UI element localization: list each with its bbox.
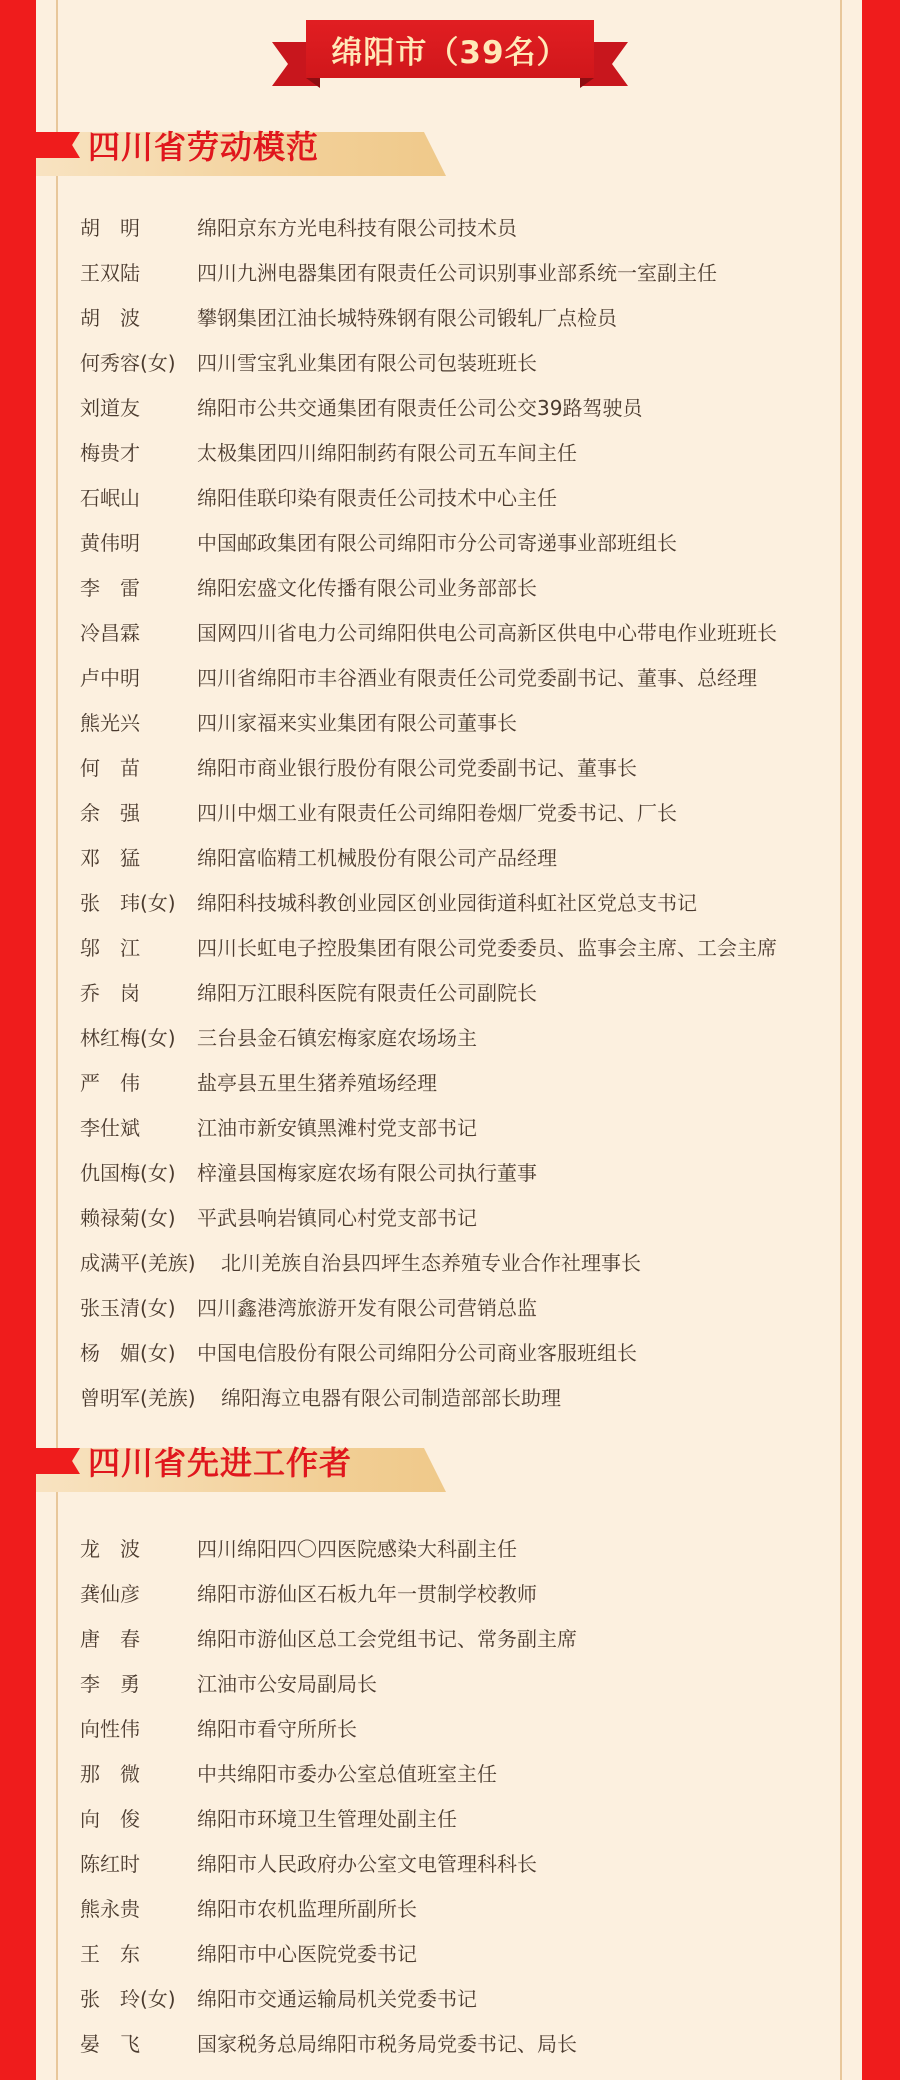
person-position: 绵阳京东方光电科技有限公司技术员 (197, 216, 517, 240)
list-item (80, 1570, 840, 1615)
person-name: 张玉清(女) (80, 1296, 176, 1320)
left-red-border (0, 0, 36, 2080)
person-name: 赖禄菊(女) (80, 1206, 176, 1230)
list-item (80, 1149, 840, 1194)
list-item (80, 1975, 840, 2020)
person-position: 绵阳海立电器有限公司制造部部长助理 (221, 1386, 561, 1410)
list-item (80, 1284, 840, 1329)
list-item (80, 1705, 840, 1750)
list-item (80, 834, 840, 879)
list-item (80, 1885, 840, 1930)
person-position: 国网四川省电力公司绵阳供电公司高新区供电中心带电作业班班长 (197, 621, 777, 645)
left-gold-rule (56, 0, 58, 2080)
person-name: 何 苗 (80, 756, 140, 780)
person-name: 黄伟明 (80, 531, 140, 555)
person-position: 绵阳市商业银行股份有限公司党委副书记、董事长 (197, 756, 637, 780)
person-name: 唐 春 (80, 1627, 140, 1651)
list-item (80, 699, 840, 744)
section-title: 四川省先进工作者 (88, 1444, 353, 1482)
person-position: 四川绵阳四〇四医院感染大科副主任 (197, 1537, 517, 1561)
list-item (80, 1525, 840, 1570)
person-name: 王 东 (80, 1942, 140, 1966)
person-position: 绵阳宏盛文化传播有限公司业务部部长 (197, 576, 537, 600)
list-item (80, 474, 840, 519)
right-red-border (862, 0, 900, 2080)
right-gold-rule (840, 0, 842, 2080)
person-position: 四川鑫港湾旅游开发有限公司营销总监 (197, 1296, 537, 1320)
person-position: 绵阳科技城科教创业园区创业园街道科虹社区党总支书记 (197, 891, 697, 915)
person-name: 那 微 (80, 1762, 140, 1786)
person-position: 国家税务总局绵阳市税务局党委书记、局长 (197, 2032, 577, 2056)
person-name: 熊永贵 (80, 1897, 140, 1921)
person-name: 龙 波 (80, 1537, 140, 1561)
person-name: 何秀容(女) (80, 351, 176, 375)
person-name: 曾明军(羌族) (80, 1386, 196, 1410)
list-item (80, 1930, 840, 1975)
person-position: 四川雪宝乳业集团有限公司包装班班长 (197, 351, 537, 375)
list-item (80, 2020, 840, 2065)
list-item (80, 519, 840, 564)
person-name: 邓 猛 (80, 846, 140, 870)
person-position: 四川长虹电子控股集团有限公司党委委员、监事会主席、工会主席 (197, 936, 777, 960)
person-position: 绵阳市公共交通集团有限责任公司公交39路驾驶员 (197, 396, 643, 420)
person-name: 冷昌霖 (80, 621, 140, 645)
person-position: 平武县响岩镇同心村党支部书记 (197, 1206, 477, 1230)
person-position: 梓潼县国梅家庭农场有限公司执行董事 (197, 1161, 537, 1185)
person-position: 绵阳富临精工机械股份有限公司产品经理 (197, 846, 557, 870)
person-name: 乔 岗 (80, 981, 140, 1005)
person-name: 石岷山 (80, 486, 140, 510)
list-item (80, 1615, 840, 1660)
list-item (80, 1014, 840, 1059)
person-name: 刘道友 (80, 396, 140, 420)
person-name: 张 玲(女) (80, 1987, 176, 2011)
person-name: 严 伟 (80, 1071, 140, 1095)
person-position: 绵阳市中心医院党委书记 (197, 1942, 417, 1966)
person-position: 三台县金石镇宏梅家庭农场场主 (197, 1026, 477, 1050)
list-item (80, 654, 840, 699)
person-position: 绵阳市人民政府办公室文电管理科科长 (197, 1852, 537, 1876)
person-name: 胡 明 (80, 216, 140, 240)
person-name: 李 勇 (80, 1672, 140, 1696)
section-header-labor-models (36, 122, 456, 178)
advanced-workers-list (80, 1525, 840, 2065)
person-position: 绵阳市农机监理所副所长 (197, 1897, 417, 1921)
city-title: 绵阳市（39名） (331, 34, 569, 71)
person-name: 向 俊 (80, 1807, 140, 1831)
person-name: 成满平(羌族) (80, 1251, 196, 1275)
person-position: 四川中烟工业有限责任公司绵阳卷烟厂党委书记、厂长 (197, 801, 677, 825)
person-position: 盐亭县五里生猪养殖场经理 (197, 1071, 437, 1095)
person-position: 中共绵阳市委办公室总值班室主任 (197, 1762, 497, 1786)
list-item (80, 1329, 840, 1374)
person-position: 绵阳万江眼科医院有限责任公司副院长 (197, 981, 537, 1005)
person-position: 绵阳佳联印染有限责任公司技术中心主任 (197, 486, 557, 510)
list-item (80, 1374, 840, 1419)
list-item (80, 204, 840, 249)
list-item (80, 564, 840, 609)
person-position: 绵阳市看守所所长 (197, 1717, 357, 1741)
list-item (80, 1104, 840, 1149)
list-item (80, 1059, 840, 1104)
person-name: 邬 江 (80, 936, 140, 960)
person-name: 向性伟 (80, 1717, 140, 1741)
person-position: 四川省绵阳市丰谷酒业有限责任公司党委副书记、董事、总经理 (197, 666, 757, 690)
list-item (80, 969, 840, 1014)
list-item (80, 879, 840, 924)
list-item (80, 249, 840, 294)
city-ribbon-banner (272, 20, 628, 92)
section-title: 四川省劳动模范 (88, 128, 320, 166)
person-position: 绵阳市环境卫生管理处副主任 (197, 1807, 457, 1831)
list-item (80, 384, 840, 429)
person-name: 余 强 (80, 801, 140, 825)
person-name: 陈红时 (80, 1852, 140, 1876)
person-name: 李 雷 (80, 576, 140, 600)
person-name: 林红梅(女) (80, 1026, 176, 1050)
list-item (80, 1750, 840, 1795)
person-name: 晏 飞 (80, 2032, 140, 2056)
person-position: 绵阳市交通运输局机关党委书记 (197, 1987, 477, 2011)
list-item (80, 429, 840, 474)
person-name: 龚仙彦 (80, 1582, 140, 1606)
list-item (80, 609, 840, 654)
labor-models-list (80, 204, 840, 1419)
person-name: 张 玮(女) (80, 891, 176, 915)
list-item (80, 1660, 840, 1705)
person-position: 四川家福来实业集团有限公司董事长 (197, 711, 517, 735)
list-item (80, 294, 840, 339)
list-item (80, 924, 840, 969)
person-name: 王双陆 (80, 261, 140, 285)
list-item (80, 1194, 840, 1239)
person-position: 江油市新安镇黑滩村党支部书记 (197, 1116, 477, 1140)
person-name: 卢中明 (80, 666, 140, 690)
list-item (80, 1840, 840, 1885)
list-item (80, 1795, 840, 1840)
person-name: 杨 媚(女) (80, 1341, 176, 1365)
person-position: 中国邮政集团有限公司绵阳市分公司寄递事业部班组长 (197, 531, 677, 555)
list-item (80, 339, 840, 384)
person-position: 江油市公安局副局长 (197, 1672, 377, 1696)
person-position: 太极集团四川绵阳制药有限公司五车间主任 (197, 441, 577, 465)
person-position: 北川羌族自治县四坪生态养殖专业合作社理事长 (221, 1251, 641, 1275)
person-position: 四川九洲电器集团有限责任公司识别事业部系统一室副主任 (197, 261, 717, 285)
person-name: 仇国梅(女) (80, 1161, 176, 1185)
list-item (80, 789, 840, 834)
person-position: 中国电信股份有限公司绵阳分公司商业客服班组长 (197, 1341, 637, 1365)
list-item (80, 1239, 840, 1284)
person-position: 攀钢集团江油长城特殊钢有限公司锻轧厂点检员 (197, 306, 617, 330)
person-position: 绵阳市游仙区石板九年一贯制学校教师 (197, 1582, 537, 1606)
person-name: 熊光兴 (80, 711, 140, 735)
person-name: 梅贵才 (80, 441, 140, 465)
section-header-advanced-workers (36, 1438, 456, 1494)
person-position: 绵阳市游仙区总工会党组书记、常务副主席 (197, 1627, 577, 1651)
person-name: 李仕斌 (80, 1116, 140, 1140)
person-name: 胡 波 (80, 306, 140, 330)
list-item (80, 744, 840, 789)
